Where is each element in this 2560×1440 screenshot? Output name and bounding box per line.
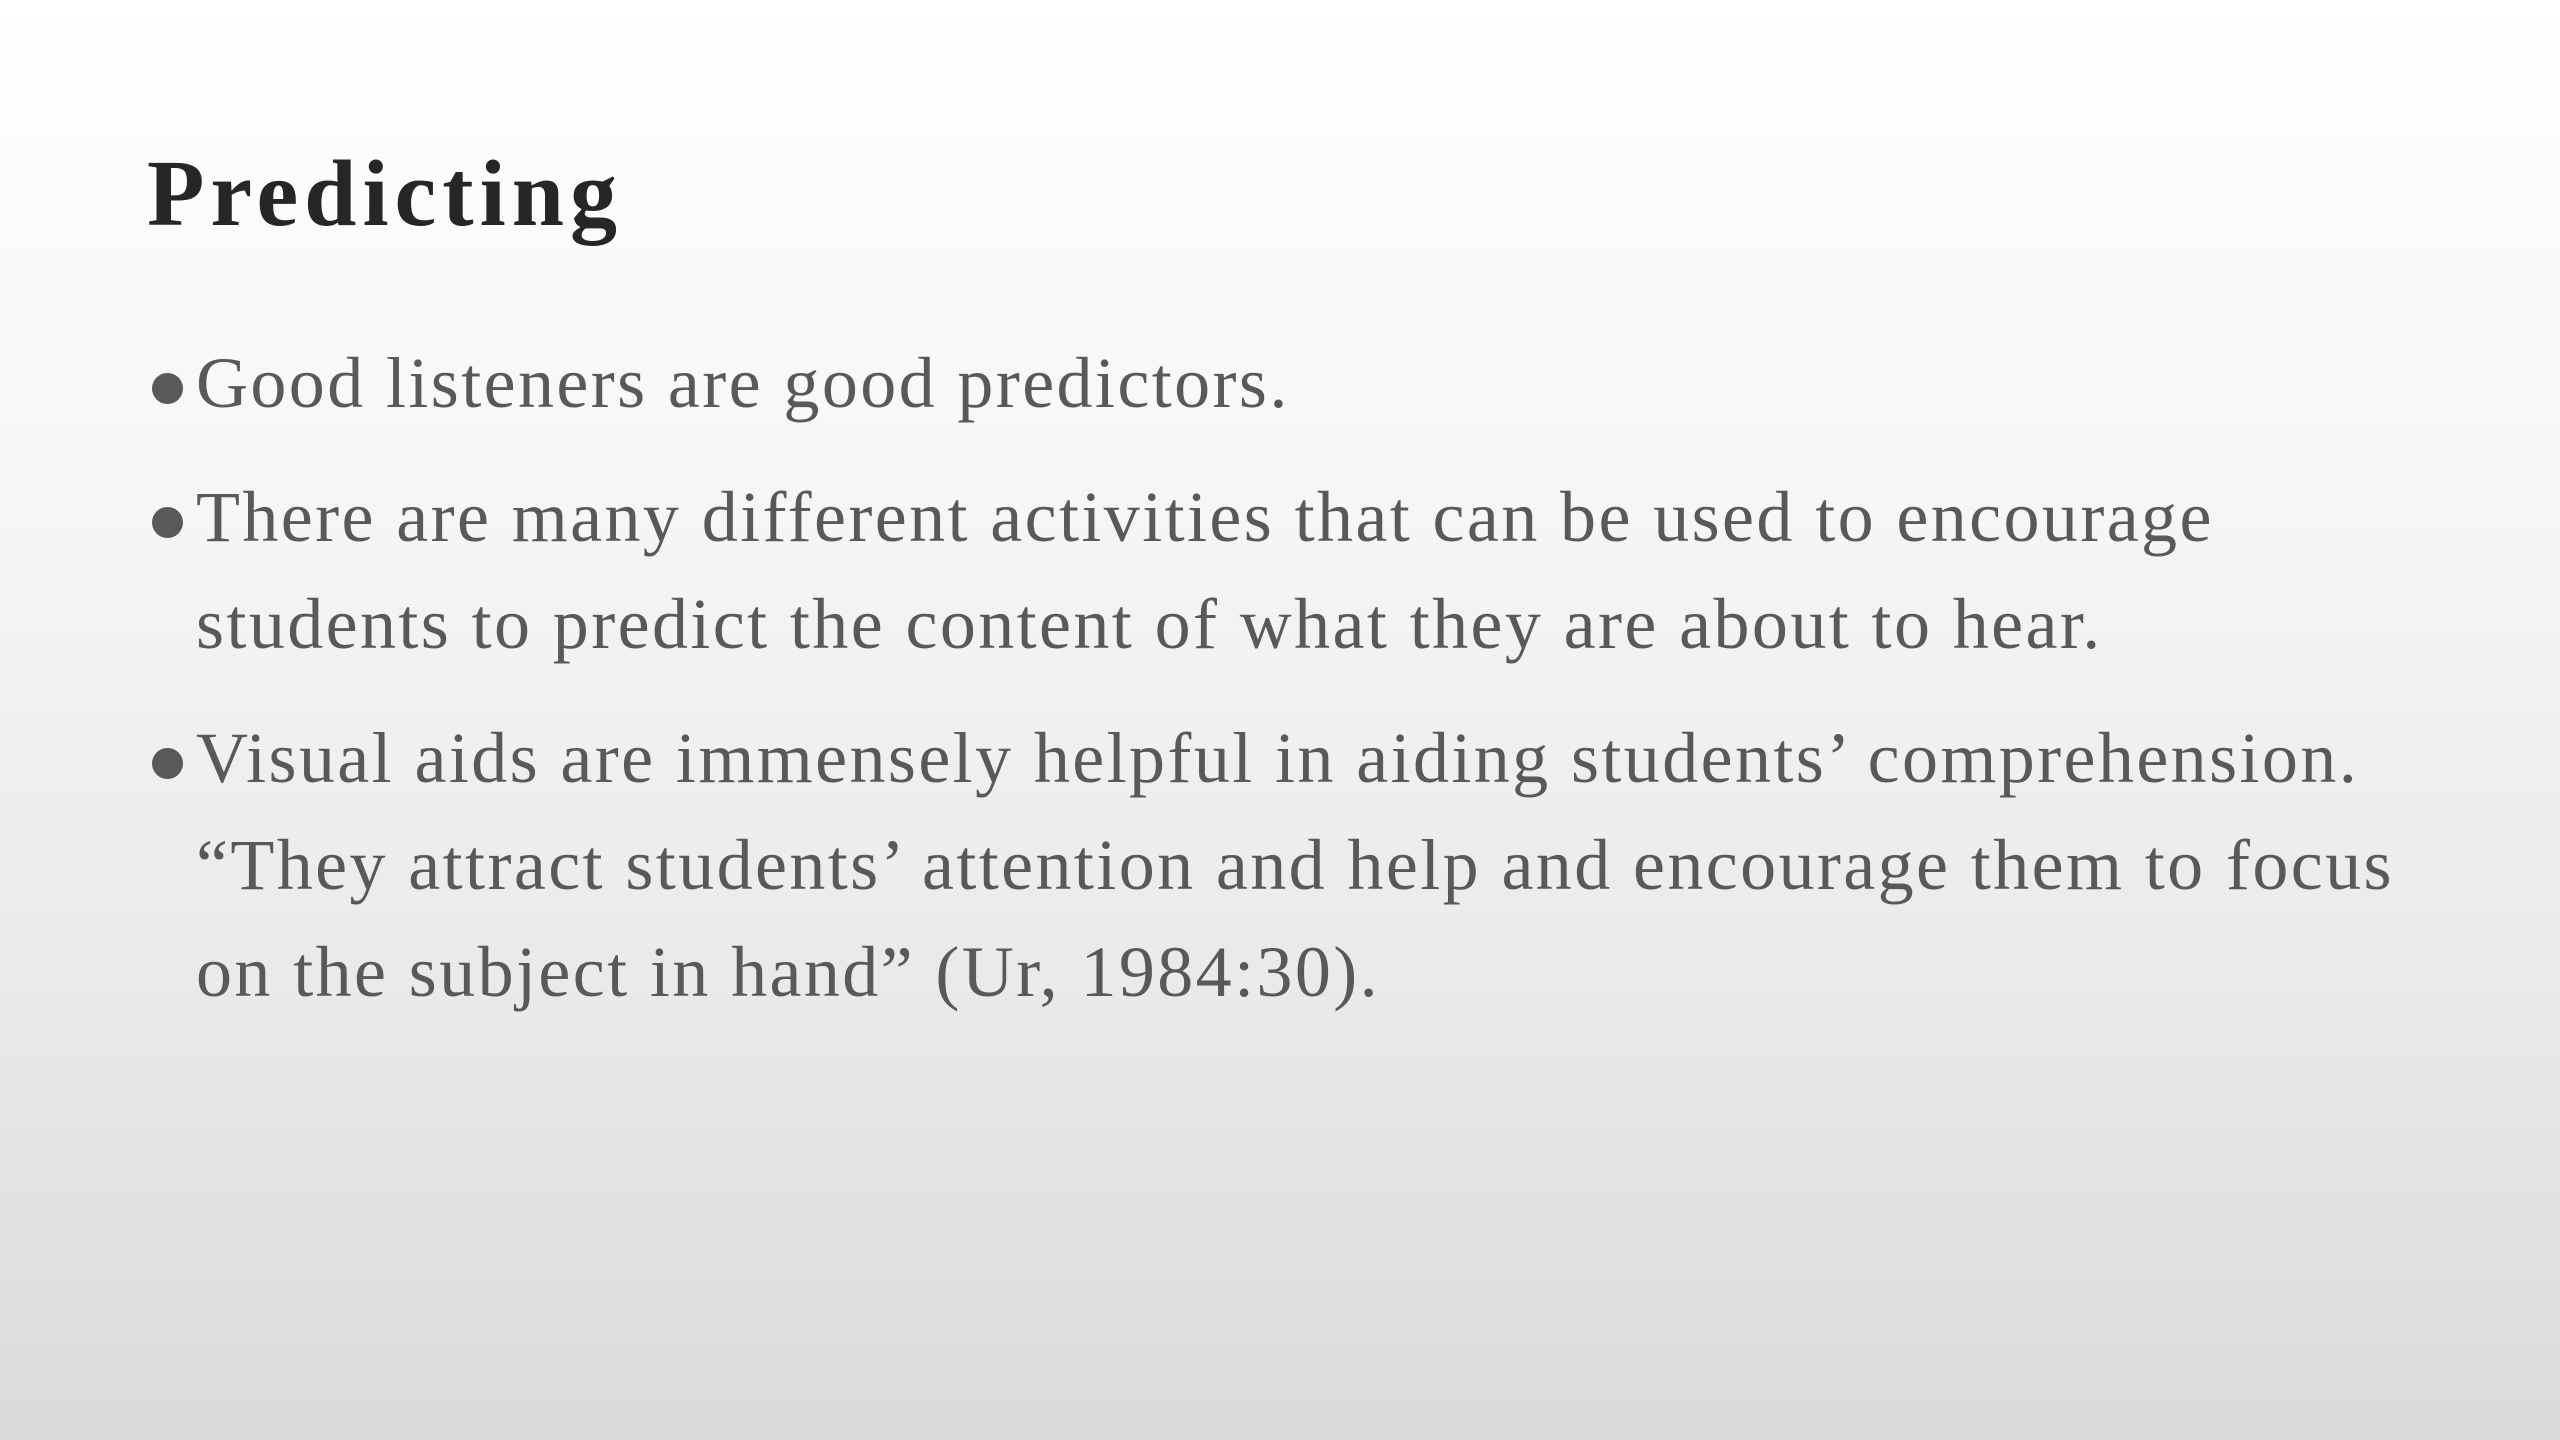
bullet-dot-icon [149,370,186,407]
bullet-item [147,330,2437,437]
bullet-dot-icon [149,745,186,782]
bullet-item [147,705,2437,1026]
slide-title: Predicting [147,142,623,246]
bullet-dot-icon [149,504,186,541]
bullet-item [147,464,2437,678]
bullet-text: There are many different activities that can be used to encourage students to predict the content of what they are about to hear. [196,477,2214,664]
bullet-text: Good listeners are good predictors. [196,343,1290,423]
bullet-list [147,330,2437,1053]
bullet-text: Visual aids are immensely helpful in aiding students’ comprehension. “They attract students’ attention and help and encourage them to focus on the subject in hand” (Ur, 1984:30). [196,718,2394,1012]
